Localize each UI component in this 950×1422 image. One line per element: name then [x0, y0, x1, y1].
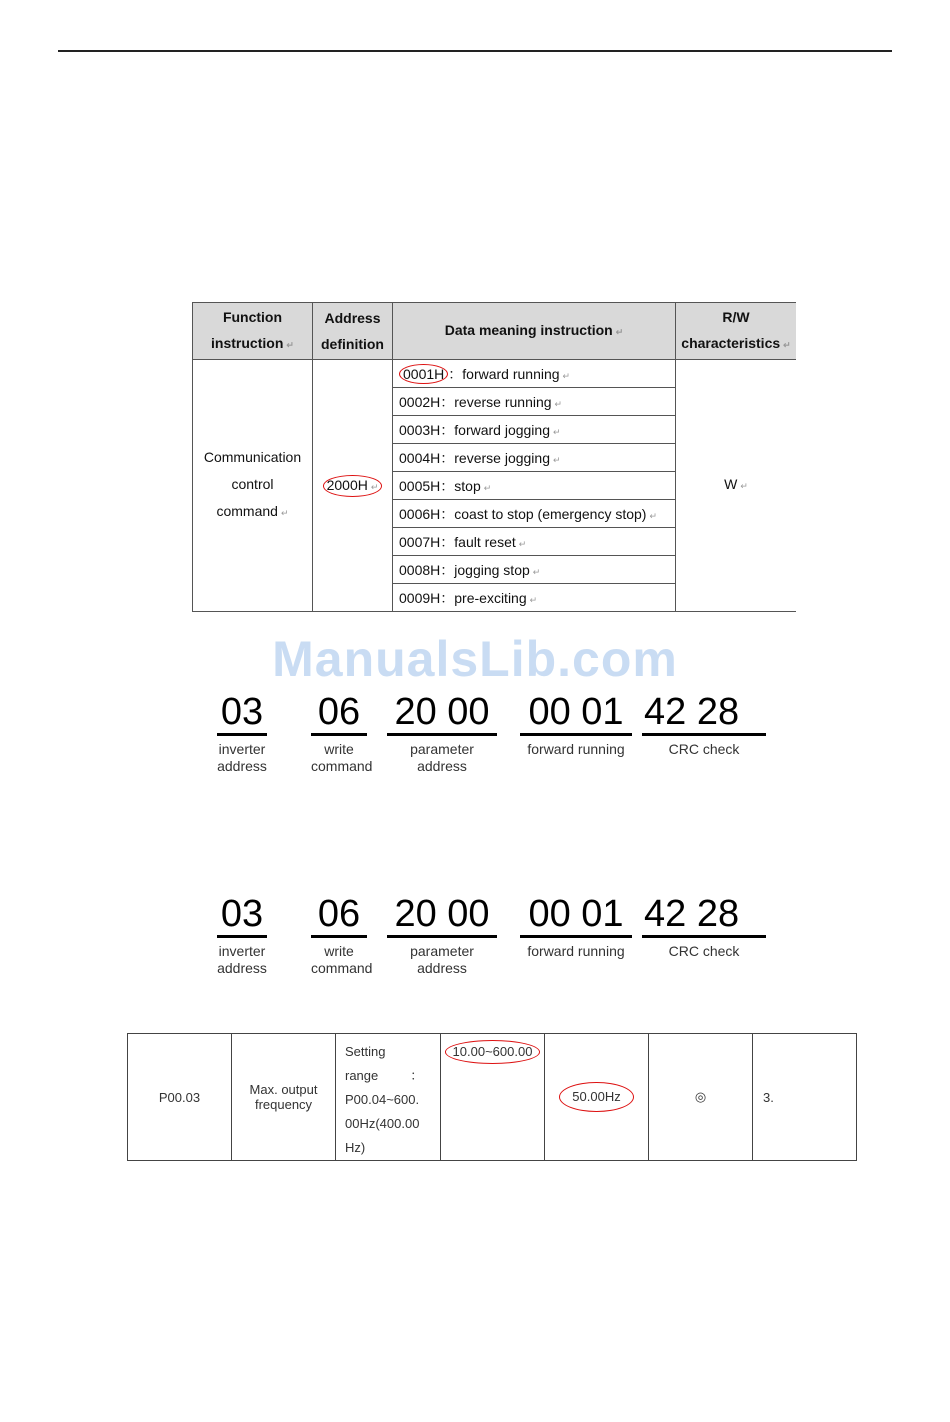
frame-byte-crc-check: 42 28 CRC check [642, 894, 766, 960]
default-value-highlight: 50.00Hz [559, 1082, 633, 1112]
data-meaning-row: 0002H：reverse running ↵ [393, 388, 676, 416]
data-meaning-row: 0005H：stop ↵ [393, 472, 676, 500]
watermark: ManualsLib.com [272, 631, 678, 687]
data-meaning-row: 0003H：forward jogging ↵ [393, 416, 676, 444]
header-function: Function instruction ↵ [193, 303, 313, 360]
frame-byte-parameter-address: 20 00 parameter address [387, 692, 497, 775]
default-value-cell [545, 1034, 649, 1161]
data-meaning-row: 0001H ：forward running ↵ [393, 360, 676, 388]
frame-byte-inverter-address: 03 inverter address [217, 691, 267, 774]
frame-byte-crc-check: 42 28 CRC check [642, 692, 766, 758]
data-meaning-row: 0007H：fault reset ↵ [393, 528, 676, 556]
header-data-meaning: Data meaning instruction ↵ [393, 303, 676, 360]
parameter-index: 3. [753, 1034, 857, 1161]
communication-command-table [192, 302, 796, 612]
setting-range-cell [441, 1034, 545, 1161]
rw-cell: W ↵ [676, 360, 797, 612]
top-rule [58, 50, 892, 52]
data-meaning-row: 0004H：reverse jogging ↵ [393, 444, 676, 472]
data-meaning-row: 0008H：jogging stop ↵ [393, 556, 676, 584]
parameter-name: Max. output frequency [232, 1034, 336, 1161]
parameter-description: Setting range ： P00.04~600. 00Hz(400.00 Hz) [336, 1034, 441, 1161]
frame-byte-inverter-address: 03 inverter address [217, 893, 267, 976]
frame-byte-forward-running: 00 01 forward running [520, 692, 632, 758]
frame-byte-forward-running: 00 01 forward running [520, 894, 632, 960]
frame-byte-write-command: 06 write command [311, 893, 373, 976]
data-meaning-row: 0006H：coast to stop (emergency stop) ↵ [393, 500, 676, 528]
setting-range-highlight: 10.00~600.00 [445, 1040, 541, 1064]
frame-byte-write-command: 06 write command [311, 691, 373, 774]
parameter-code: P00.03 [128, 1034, 232, 1161]
header-address: Address definition [313, 303, 393, 360]
code-highlight: 0001H [399, 364, 448, 384]
parameter-table [127, 1033, 857, 1161]
data-meaning-row: 0009H：pre-exciting ↵ [393, 584, 676, 612]
command-frame-example-2 [0, 894, 950, 984]
frame-byte-parameter-address: 20 00 parameter address [387, 894, 497, 977]
function-instruction-cell: Communication control command ↵ [193, 360, 313, 612]
modify-symbol: ◎ [649, 1034, 753, 1161]
address-highlight: 2000H ↵ [323, 475, 383, 497]
address-definition-cell [313, 360, 393, 612]
header-rw: R/W characteristics ↵ [676, 303, 797, 360]
command-frame-example-1 [0, 692, 950, 782]
